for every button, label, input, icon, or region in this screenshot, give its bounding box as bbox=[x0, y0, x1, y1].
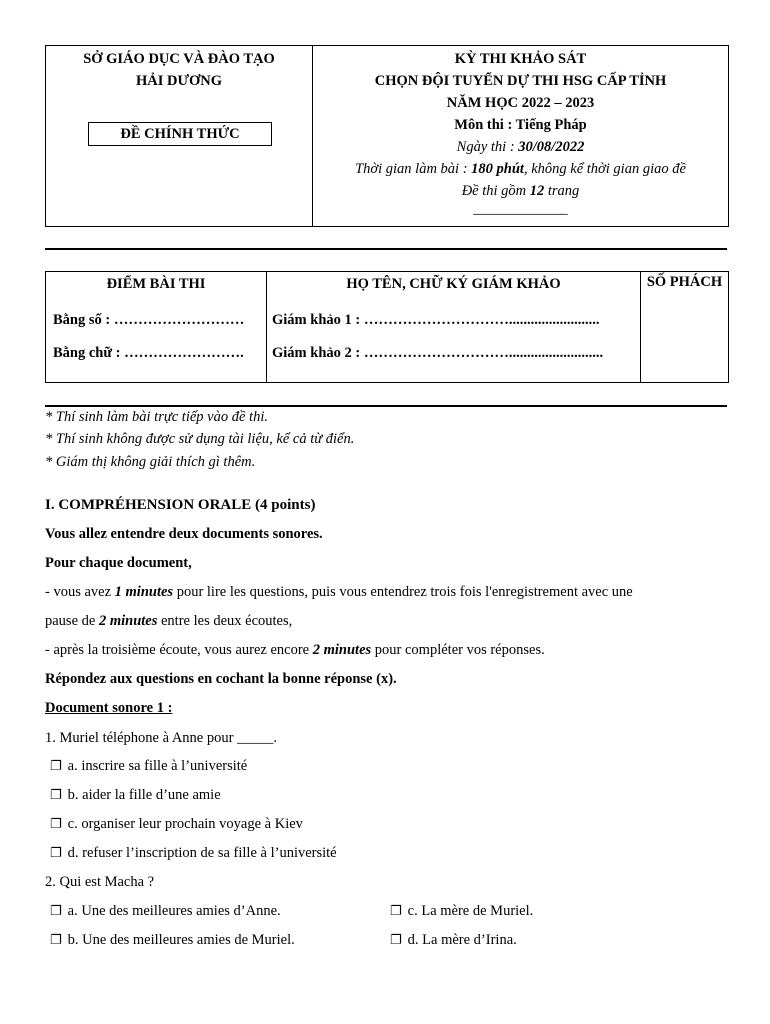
answer-instruction: Répondez aux questions en cochant la bonne réponse (x). bbox=[45, 671, 397, 687]
exam-duration: Thời gian làm bài : 180 phút, không kể thời gian giao đề bbox=[355, 161, 686, 177]
score-column bbox=[46, 272, 267, 382]
exam-info-block bbox=[313, 46, 728, 226]
exam-date: Ngày thi : 30/08/2022 bbox=[456, 139, 585, 155]
question-2: 2. Qui est Macha ? bbox=[45, 874, 155, 890]
answer-option[interactable]: ❐ d. La mère d’Irina. bbox=[390, 932, 517, 948]
section-title: I. COMPRÉHENSION ORALE (4 points) bbox=[45, 497, 316, 513]
serial-header: SỐ PHÁCH bbox=[646, 274, 723, 290]
exam-subtitle: CHỌN ĐỘI TUYỂN DỰ THI HSG CẤP TỈNH bbox=[374, 73, 667, 89]
header-underline: _____________ bbox=[473, 201, 568, 217]
answer-option[interactable]: ❐ d. refuser l’inscription de sa fille à l’université bbox=[50, 845, 337, 861]
document-title: Document sonore 1 : bbox=[45, 700, 173, 716]
department-block bbox=[46, 46, 313, 226]
note: * Thí sinh không được sử dụng tài liệu, kể cả từ điển. bbox=[45, 431, 355, 447]
answer-option[interactable]: ❐ a. Une des meilleures amies d’Anne. bbox=[50, 903, 281, 919]
answer-option[interactable]: ❐ b. Une des meilleures amies de Muriel. bbox=[50, 932, 295, 948]
checkbox-icon[interactable]: ❐ bbox=[390, 904, 402, 919]
official-exam-label: ĐỀ CHÍNH THỨC bbox=[88, 122, 272, 146]
school-year: NĂM HỌC 2022 – 2023 bbox=[446, 95, 595, 111]
checkbox-icon[interactable]: ❐ bbox=[50, 759, 62, 774]
department-name: SỞ GIÁO DỤC VÀ ĐÀO TẠO bbox=[83, 51, 275, 67]
intro-text: Pour chaque document, bbox=[45, 555, 192, 571]
score-words-field[interactable]: Bằng chữ : ……………………. bbox=[53, 345, 244, 361]
score-number-field[interactable]: Bằng số : ……………………… bbox=[53, 312, 245, 328]
instruction-line: - vous avez 1 minutes pour lire les questions, puis vous entendrez trois fois l'enregistrement avec une bbox=[45, 584, 633, 600]
exam-title: KỲ THI KHẢO SÁT bbox=[454, 51, 587, 67]
examiner-1-field[interactable]: Giám khảo 1 : …………………………......................... bbox=[272, 312, 600, 328]
province-name: HẢI DƯƠNG bbox=[135, 73, 223, 89]
answer-option[interactable]: ❐ a. inscrire sa fille à l’université bbox=[50, 758, 248, 774]
answer-option[interactable]: ❐ c. organiser leur prochain voyage à Kiev bbox=[50, 816, 303, 832]
examiner-2-field[interactable]: Giám khảo 2 : ………………………….......................... bbox=[272, 345, 604, 361]
checkbox-icon[interactable]: ❐ bbox=[50, 817, 62, 832]
checkbox-icon[interactable]: ❐ bbox=[50, 788, 62, 803]
checkbox-icon[interactable]: ❐ bbox=[50, 933, 62, 948]
intro-text: Vous allez entendre deux documents sonores. bbox=[45, 526, 323, 542]
serial-column bbox=[641, 272, 728, 382]
note: * Giám thị không giải thích gì thêm. bbox=[45, 454, 256, 470]
answer-option[interactable]: ❐ b. aider la fille d’une amie bbox=[50, 787, 221, 803]
score-header: ĐIỂM BÀI THI bbox=[106, 276, 206, 292]
divider bbox=[45, 248, 727, 250]
checkbox-icon[interactable]: ❐ bbox=[50, 846, 62, 861]
instruction-line: pause de 2 minutes entre les deux écoutes, bbox=[45, 613, 293, 629]
subject: Môn thi : Tiếng Pháp bbox=[454, 117, 587, 133]
exam-header bbox=[45, 45, 729, 227]
checkbox-icon[interactable]: ❐ bbox=[390, 933, 402, 948]
answer-option[interactable]: ❐ c. La mère de Muriel. bbox=[390, 903, 534, 919]
score-table bbox=[45, 271, 729, 383]
checkbox-icon[interactable]: ❐ bbox=[50, 904, 62, 919]
question-1: 1. Muriel téléphone à Anne pour _____. bbox=[45, 730, 277, 746]
examiner-column bbox=[267, 272, 641, 382]
examiner-header: HỌ TÊN, CHỮ KÝ GIÁM KHẢO bbox=[346, 276, 561, 292]
instruction-line: - après la troisième écoute, vous aurez encore 2 minutes pour compléter vos réponses. bbox=[45, 642, 545, 658]
divider bbox=[45, 405, 727, 407]
page-count: Đề thi gồm 12 trang bbox=[461, 183, 580, 199]
note: * Thí sinh làm bài trực tiếp vào đề thi. bbox=[45, 409, 268, 425]
